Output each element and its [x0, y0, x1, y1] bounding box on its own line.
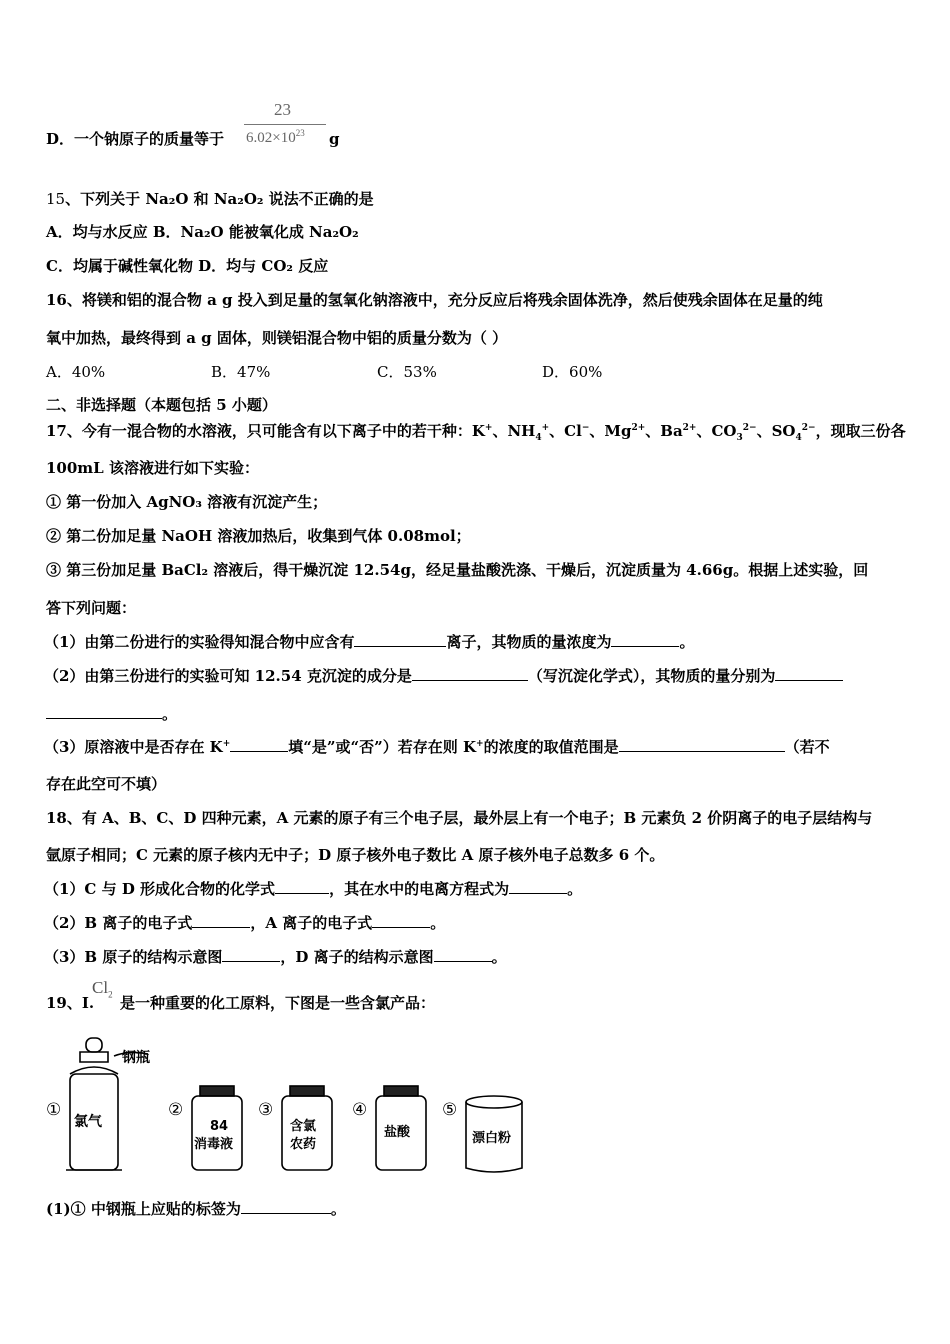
item-mark-5: ⑤ [442, 1100, 458, 1120]
fraction-numerator: 23 [274, 100, 291, 119]
bottle-hcl-label: 盐酸 [384, 1125, 411, 1140]
question-19-prefix: 19、I. [46, 994, 95, 1012]
unit-g: g [329, 130, 340, 148]
experiment-2: ② 第二份加足量 NaOH 溶液加热后，收集到气体 0.08mol； [46, 527, 471, 545]
bleach-powder-label: 漂白粉 [472, 1131, 512, 1146]
experiment-1: ① 第一份加入 AgNO₃ 溶液有沉淀产生； [46, 493, 328, 511]
question-17-line2: 100mL 该溶液进行如下实验： [46, 459, 259, 477]
fraction-bar [244, 124, 326, 125]
section-2-heading: 二、非选择题（本题包括 5 小题） [46, 396, 277, 414]
item-mark-2: ② [168, 1100, 184, 1120]
products-drawing [40, 1034, 540, 1184]
q17-sub2-cont: 。 [46, 703, 177, 724]
experiment-3-line2: 答下列问题： [46, 599, 137, 617]
bottle-84-line1: 84 [210, 1119, 229, 1134]
q15-options-cd: C．均属于碱性氧化物 D．均与 CO₂ 反应 [46, 257, 329, 275]
q17-sub1: （1）由第二份进行的实验得知混合物中应含有 离子，其物质的量浓度为 。 [44, 633, 695, 651]
q15-options-ab: A．均与水反应 B．Na₂O 能被氧化成 Na₂O₂ [46, 223, 359, 241]
q19-sub1: (1)① 中钢瓶上应贴的标签为 。 [46, 1200, 346, 1218]
cl2-formula: $Cl_2$ [92, 978, 113, 1000]
q17-sub3: （3）原溶液中是否存在 K+ 填“是”或“否”）若存在则 K+的浓度的取值范围是 （若不 [44, 738, 830, 756]
q18-sub2: （2）B 离子的电子式 ，A 离子的电子式 。 [44, 914, 446, 932]
chlorine-gas-label: 氯气 [74, 1114, 102, 1130]
experiment-3-line1: ③ 第三份加足量 BaCl₂ 溶液后，得干燥沉淀 12.54g，经足量盐酸洗涤、干燥后，沉淀质量为 4.66g。根据上述实验，回 [46, 561, 869, 579]
q17-sub3-cont: 存在此空可不填） [46, 775, 167, 793]
item-mark-4: ④ [352, 1100, 368, 1120]
question-18-line2: 氩原子相同；C 元素的原子核内无中子；D 原子核外电子数比 A 原子核外电子总数多 6 个。 [46, 846, 665, 864]
option-d-line [46, 128, 224, 149]
question-19-stem: 是一种重要的化工原料，下图是一些含氯产品： [120, 994, 436, 1012]
bottle-84-line2: 消毒液 [194, 1137, 234, 1152]
option-d-text: D．一个钠原子的质量等于 [46, 130, 225, 148]
q18-sub3: （3）B 原子的结构示意图 ，D 离子的结构示意图 。 [44, 948, 507, 966]
q17-sub2: （2）由第三份进行的实验可知 12.54 克沉淀的成分是 （写沉淀化学式），其物质的量分别为 [44, 665, 843, 686]
question-15: 15、下列关于 Na₂O 和 Na₂O₂ 说法不正确的是 [46, 190, 374, 208]
q16-option-b: B．47% [211, 363, 271, 381]
chlorine-products-figure [40, 1034, 540, 1184]
bottle-pesticide-line1: 含氯 [290, 1119, 317, 1134]
bottle-pesticide-line2: 农药 [290, 1137, 317, 1152]
question-16-line1: 16、将镁和铝的混合物 a g 投入到足量的氢氧化钠溶液中，充分反应后将残余固体洗净，然后使残余固体在足量的纯 [46, 291, 823, 309]
question-17-line1: 17、今有一混合物的水溶液，只可能含有以下离子中的若干种：K+、$NH_4^+$、Cl−、$Mg^{2+}$、$Ba^{2+}$、$CO_3^{2-}$、$SO_4^{2-}$，现取三份各 [46, 422, 906, 443]
item-mark-3: ③ [258, 1100, 274, 1120]
q16-option-a: A．40% [46, 363, 106, 381]
question-18-line1: 18、有 A、B、C、D 四种元素，A 元素的原子有三个电子层，最外层上有一个电子；B 元素负 2 价阴离子的电子层结构与 [46, 809, 873, 827]
q16-option-c: C．53% [377, 363, 437, 381]
question-16-line2: 氧中加热，最终得到 a g 固体，则镁铝混合物中铝的质量分数为（ ） [46, 329, 508, 347]
item-mark-1: ① [46, 1100, 62, 1120]
q16-option-d: D．60% [542, 363, 603, 381]
fraction-denominator: $6.02\times 10^{23}$ [246, 128, 305, 146]
q18-sub1: （1）C 与 D 形成化合物的化学式 ，其在水中的电离方程式为 。 [44, 880, 583, 898]
steel-bottle-label: 钢瓶 [122, 1050, 150, 1066]
